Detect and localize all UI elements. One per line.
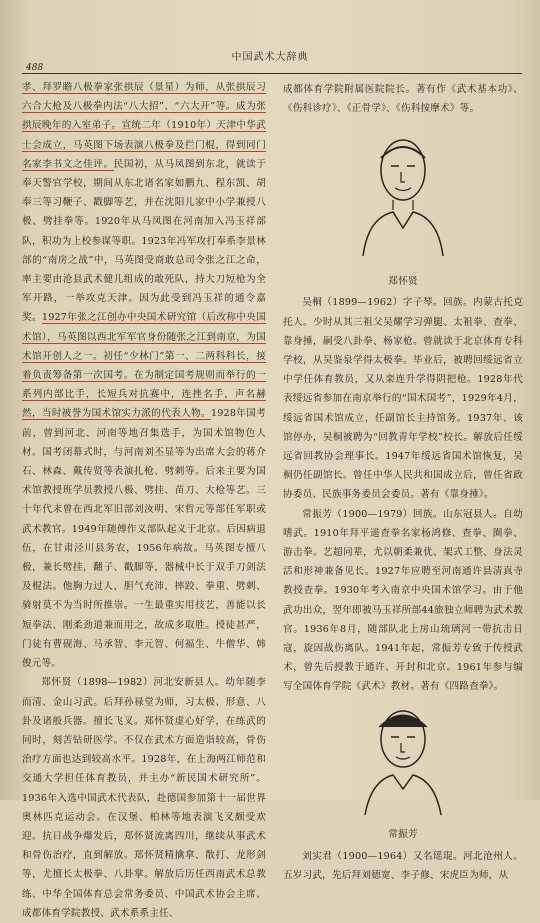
entry-chang-zhenfang: 常振芳（1900—1979）回族。山东冠县人。自幼嗜武。1910年拜平遥查拳名家杨鸿修、查拳、圈拳、游击拳。艺超同辈，尤以朝柔兼优、架式工整、身法灵活和形神兼备见长。1927年应聘至河南通许县清真寺教授查拳。1930年考入南京中央国术馆学习。由于他武功出众，翌年即被马玉祥所部44旅独立师聘为武术教官。1936年8月，随部队北上房山琉璃河一带抗击日寇，旋因战伤离队。1941年起，常振芳专致于传授武术，曾先后授教于通许、开封和北京。1961年参与编写全国体育学院《武术》教材。著有《四路查拳》。 <box>283 508 523 693</box>
portrait-caption: 常振芳 <box>388 829 418 841</box>
text-passage: 民国初，从马凤图到东北，就读于奉天警官学校，期间从东北诸名家如鹏九、程东凯、胡奉三等习鞭子、戳脚等艺，并在沈阳儿家中小学兼授八极、劈挂拳等。1920年从马凤图在河南加入冯玉祥部队，积功为上校参谋等职。1923年冯军攻打奉系李景林部的“南房之战”中，马英图受商敢总司令张之江之命，率主要由沧县武术健儿组成的敢死队，持大刀短枪为全军开路，一举攻克天津。因为此受到冯玉祥的通令嘉奖。 <box>22 158 267 324</box>
left-column <box>22 78 266 923</box>
entry-liu-shijun: 刘实君（1900—1964）又名瑶琨。河北沧州人。五岁习武，先后拜刘德宽、李子修、宋虎臣为师，从 <box>283 850 523 881</box>
portrait-zheng-huaixian <box>283 118 523 293</box>
text-passage: 1928年国考前，曾到河北、河南等地召集选手，为国术馆物色人材。国考闭幕式时，与河南刘丕显等为出席大会的蒋介石、林森、戴传贤等表演扎枪、劈刺等。后来主要为国术馆教授班学员教授八极、劈挂、苗刀、大枪等艺。三十年代末曾在西北军旧部刘汝明、宋哲元等部任军职或武术教官。1949年随傅作义部队起义于北京。后因病退伍，在甘肃泾川县务农，1956年病故。马英图专擅八极，兼长劈挂，翻子、戳脚等，器械中长于双手刀剑法及棍法。他胸力过人，胆气充沛，摔跤、拳重、劈刺、骑射莫不为当时所推崇。一生最重实用技艺，善能以长短拳法、刚柔劲道兼而用之，故成多取胜。授徒甚严，门徒有曹砚海、马承智、李元智、何福生、牛僧华、韩俊元等。 <box>22 408 266 670</box>
portrait-caption: 郑怀贤 <box>388 276 418 288</box>
underlined-passage: 1927年张之江创办中央国术研究馆（后改称中央国术馆），马英图以西北军军官身份随张之江到南京，为国术馆开创人之一。初任“少林门”第一、二两科科长，接着负责筹备第一次国考。在为制定国考规则而举行的一系列内部比手，长短兵对抗赛中，连挫名手，声名赫然，当时被誉为国术馆实力派的代表人物。 <box>22 312 266 420</box>
entry-zheng-huaixian-cont: 成都体育学院附属医院院长。著有作《武术基本功》、《伤科诊疗》、《正骨学》、《伤科按摩术》等。 <box>283 84 523 115</box>
portrait-chang-zhenfang <box>283 697 523 847</box>
portrait-drawing <box>353 697 453 817</box>
page-number: 488 <box>26 63 44 73</box>
header-rule <box>22 73 522 74</box>
portrait-drawing <box>353 128 453 258</box>
right-column <box>283 80 523 885</box>
book-title: 中国武术大辞典 <box>231 52 309 63</box>
underlined-passage: 孝、拜罗瞻八极拳家张拱辰（景星）为师，从张拱辰习六合大枪及八极拳内法“八大招”、“六大开”等。成为张拱辰晚年的入室弟子。宣统二年（1910年）天津中华武士会成立，马英图下场表演八极拳及拦门棍，得到同门名家李书文之佳评。 <box>22 82 266 170</box>
entry-zheng-huaixian: 郑怀贤（1898—1982）河北安新县人。幼年随李而清、金山习武。后拜孙禄堂为师，习太极、形意、八卦及诸般兵器。擅长飞叉。郑怀贤虚心好学，在练武的同时，刻苦钻研医学。不仅在武术方面造诣较高，骨伤治疗方面也达到较高水平。1928年，在上海两江师范和交通大学担任体育教员，并主办“新民国术研究所”。1936年入选中国武术代表队，赴德国参加第十一届世界奥林匹克运动会。在汉堡、柏林等地表演飞叉颇受欢迎。抗日战争爆发后，郑怀贤流离四川，继续从事武术和骨伤治疗，直到解放。郑怀贤精擒拿、散打、龙形剑等，尤擅长太极拳、八卦掌。解放后历任西南武术总教练、中华全国体育总会常务委员、中国武术协会主席、成都体育学院教授、武术系系主任、 <box>22 677 266 919</box>
entry-ma-yingtu <box>22 78 266 673</box>
entry-wu-tong: 吴桐（1899—1962）字子琴。回族。内蒙古托克托人。少时从其三祖父吴耀学习弹腿、太祖拳、查拳、靠身捶，嗣受八卦拳、杨家枪。曾就读于北京体育专科学校，从吴鉴泉学得太极拳。毕业后，被聘回绥远省立中学任体育教员，又从栾连升学得阴把枪。1928年代表绥远省参加在南京举行的“国术国考”，1929年4月，绥远省国术馆成立，任副馆长主持馆务。1937年、该馆停办，吴桐被聘为“回教青年学校”校长。解放后任绥远省回教协会理事长。1947年绥远省国术馆恢复，吴桐仍任副馆长。曾任中华人民共和国成立后，曾任省政协委员、民族事务委员会委员。著有《靠身捶》。 <box>283 297 523 501</box>
